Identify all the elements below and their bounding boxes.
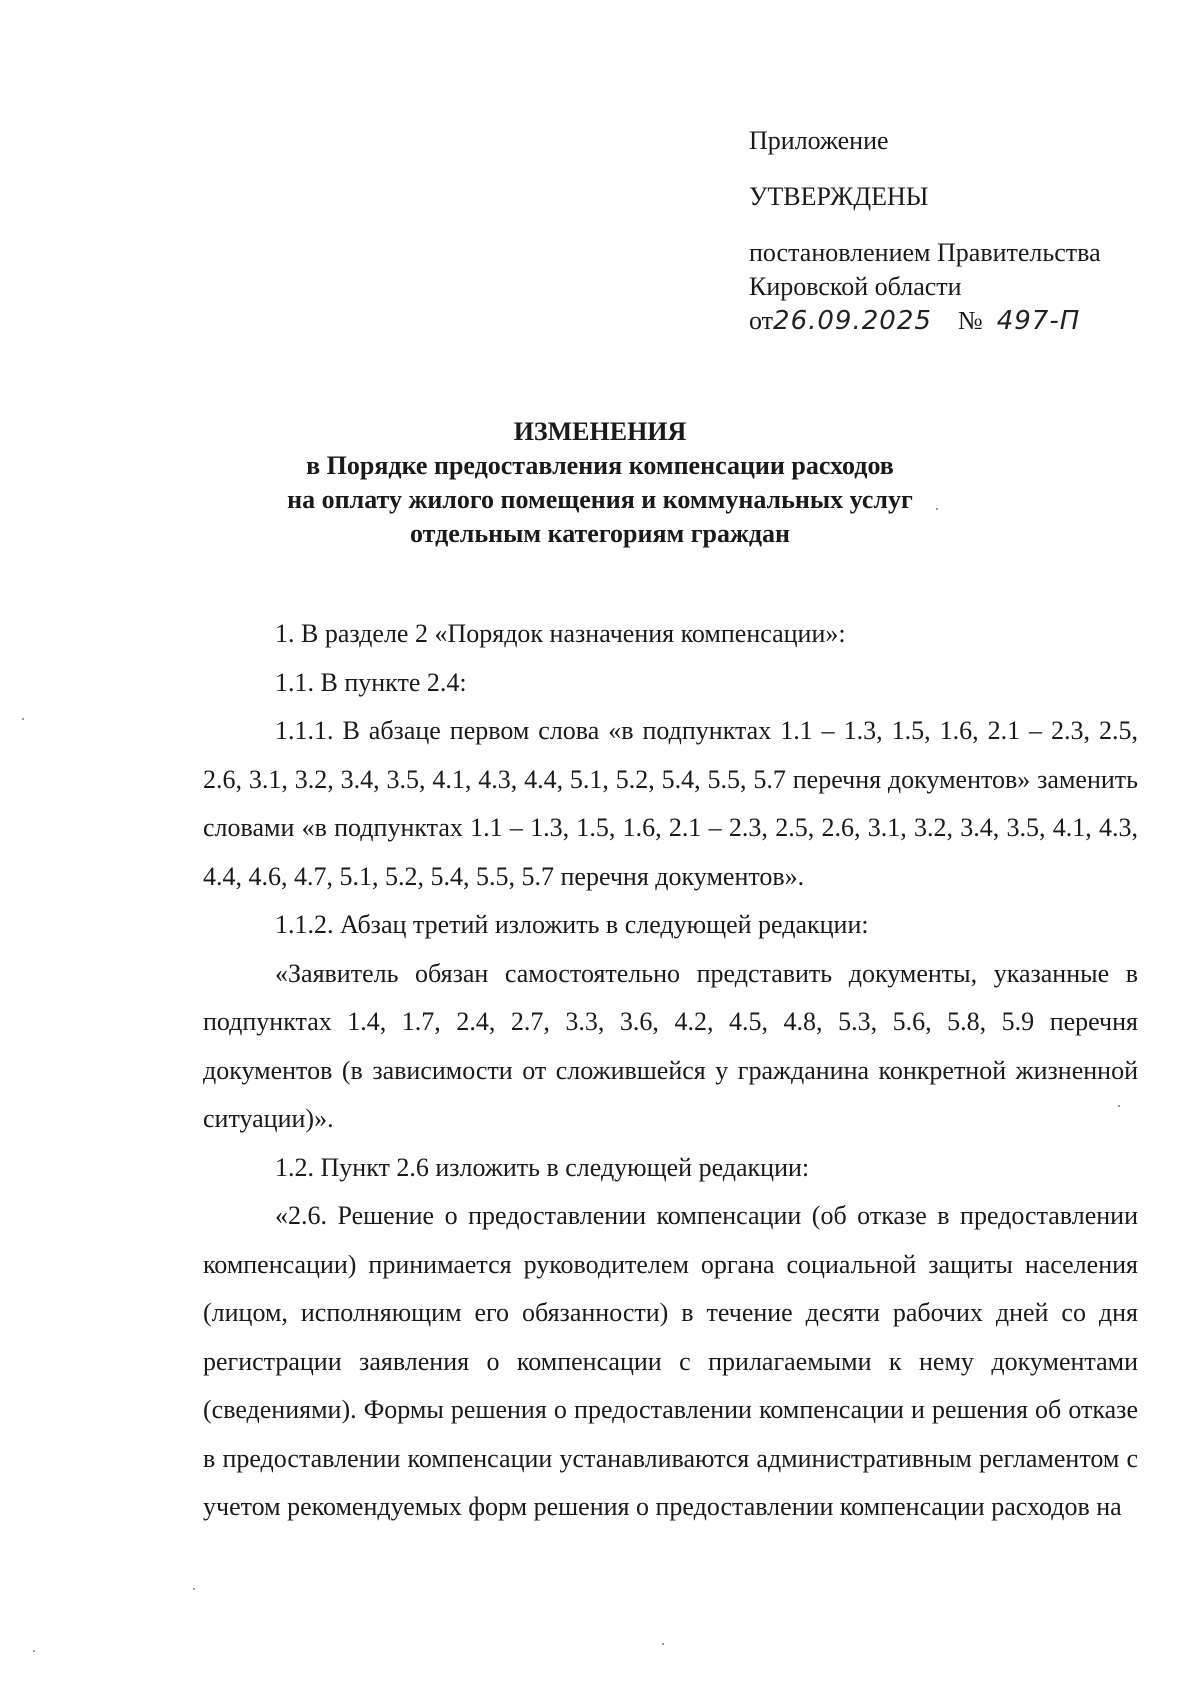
paragraph-quote-2-6: «2.6. Решение о предоставлении компенсации (об отказе в предоставлении компенсации) принимается руководителем органа социальной защиты населения (лицом, исполняющим его обязанности) в течение десяти рабочих дней со дня регистрации заявления о компенсации с прилагаемыми к нему документами (сведениями). Формы решения о предоставлении компенсации и решения об отказе в предоставлении компенсации устанавливаются административным регламентом с учетом рекомендуемых форм решения о предоставлении компенсации расходов на: [203, 1201, 1138, 1521]
scan-speck: [33, 1650, 35, 1652]
paragraph-item-1-1-1: 1.1.1. В абзаце первом слова «в подпунктах 1.1 – 1.3, 1.5, 1.6, 2.1 – 2.3, 2.5, 2.6, 3.1, 3.2, 3.4, 3.5, 4.1, 4.3, 4.4, 5.1, 5.2, 5.4, 5.5, 5.7 перечня документов» заменить словами «в подпунктах 1.1 – 1.3, 1.5, 1.6, 2.1 – 2.3, 2.5, 2.6, 3.1, 3.2, 3.4, 3.5, 4.1, 4.3, 4.4, 4.6, 4.7, 5.1, 5.2, 5.4, 5.5, 5.7 перечня документов».: [203, 716, 1138, 891]
scan-speck: [1118, 1105, 1120, 1107]
scan-speck: [193, 1588, 195, 1590]
scan-speck: [662, 1643, 664, 1645]
date-prefix: от: [749, 306, 774, 335]
decree-date-number: [749, 304, 1179, 338]
approval-stamp: [749, 124, 1179, 338]
paragraph-item-1-2: 1.2. Пункт 2.6 изложить в следующей редакции:: [275, 1152, 810, 1182]
document-body: [203, 610, 1138, 1532]
annex-label: Приложение: [749, 126, 889, 155]
paragraph-item-1-1-2: 1.1.2. Абзац третий изложить в следующей редакции:: [275, 910, 869, 939]
paragraph-item-1-1: 1.1. В пункте 2.4:: [275, 667, 467, 697]
handwritten-date: 26.09.2025: [773, 306, 932, 336]
paragraph-quote-applicant: «Заявитель обязан самостоятельно представить документы, указанные в подпунктах 1.4, 1.7, 2.4, 2.7, 3.3, 3.6, 4.2, 4.5, 4.8, 5.3, 5.6, 5.8, 5.9 перечня документов (в зависимости от сложившейся у гражданина конкретной жизненной ситуации)».: [203, 958, 1138, 1133]
decree-line-1: постановлением Правительства: [749, 238, 1101, 267]
scan-speck: [22, 718, 24, 720]
handwritten-number: 497-П: [996, 306, 1081, 336]
scan-speck: [936, 508, 938, 510]
decree-line-2: Кировской области: [749, 272, 962, 301]
approved-label: УТВЕРЖДЕНЫ: [749, 182, 929, 211]
number-sign: №: [957, 306, 983, 335]
document-title: [150, 415, 1050, 551]
title-heading: ИЗМЕНЕНИЯ: [513, 417, 687, 446]
title-line-3: отдельным категориям граждан: [410, 519, 790, 548]
paragraph-section-2: 1. В разделе 2 «Порядок назначения компенсации»:: [275, 619, 846, 648]
title-line-2: на оплату жилого помещения и коммунальных услуг: [287, 485, 913, 514]
title-line-1: в Порядке предоставления компенсации расходов: [306, 451, 894, 480]
